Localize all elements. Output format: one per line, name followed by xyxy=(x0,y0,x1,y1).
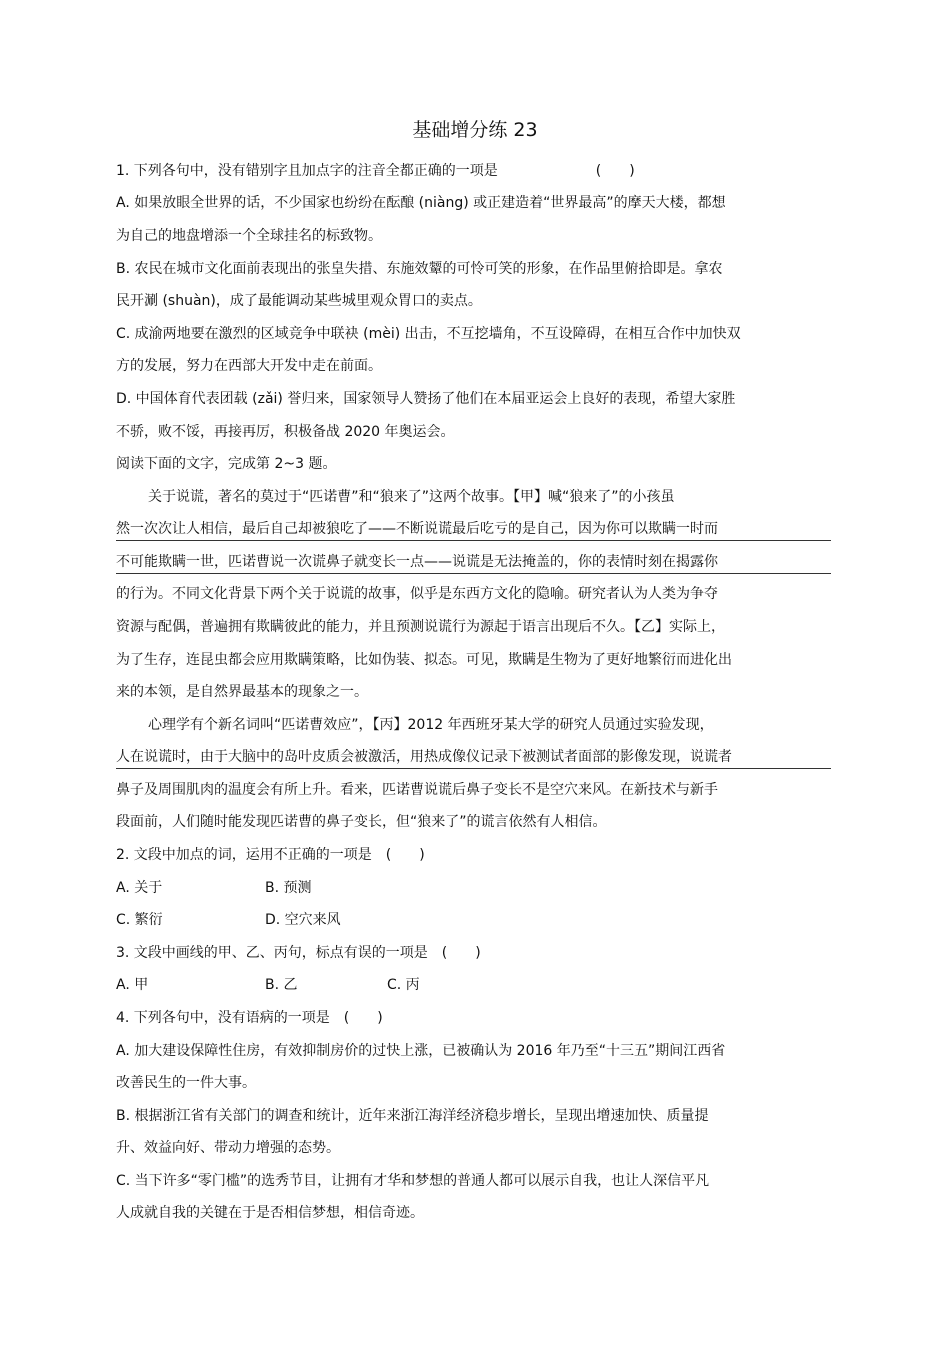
q2-option-c: C. 繁衍 xyxy=(116,912,163,928)
q1-option-a-line1: A. 如果放眼全世界的话，不少国家也纷纷在酝酿 (niàng) 或正建造着“世界最高”的摩天大楼，都想 xyxy=(116,195,726,211)
reading-instruction: 阅读下面的文字，完成第 2~3 题。 xyxy=(116,456,337,472)
underlined-sentence-jia: 不可能欺瞒一世，匹诺曹说一次谎鼻子就变长一点——说谎是无法掩盖的，你的表情时刻在揭露你 xyxy=(116,551,831,574)
passage-p1-line4: 的行为。不同文化背景下两个关于说谎的故事，似乎是东西方文化的隐喻。研究者认为人类为争夺 xyxy=(116,586,718,602)
question-3-stem: 3. 文段中画线的甲、乙、丙句，标点有误的一项是 ( ) xyxy=(116,945,481,961)
passage-p2-line4: 段面前，人们随时能发现匹诺曹的鼻子变长，但“狼来了”的谎言依然有人相信。 xyxy=(116,814,607,830)
q4-option-a-line1: A. 加大建设保障性住房，有效抑制房价的过快上涨，已被确认为 2016 年乃至“十三五”期间江西省 xyxy=(116,1043,726,1059)
q2-options-row1 xyxy=(116,877,831,899)
q1-option-b-line2: 民开涮 (shuàn)，成了最能调动某些城里观众胃口的卖点。 xyxy=(116,293,482,309)
passage-p1-line5: 资源与配偶，普遍拥有欺瞒彼此的能力，并且预测说谎行为源起于语言出现后不久。【乙】实际上， xyxy=(116,619,725,635)
document-title: 基础增分练 23 xyxy=(412,119,538,141)
q3-option-c: C. 丙 xyxy=(387,977,420,993)
q1-option-c-line1: C. 成渝两地要在激烈的区域竞争中联袂 (mèi) 出击，不互挖墙角，不互设障碍，在相互合作中加快双 xyxy=(116,326,741,342)
passage-p1-line7: 来的本领，是自然界最基本的现象之一。 xyxy=(116,684,368,700)
q3-options-row xyxy=(116,974,831,996)
q2-options-row2 xyxy=(116,909,831,931)
q4-option-a-line2: 改善民生的一件大事。 xyxy=(116,1075,256,1091)
passage-p2-line3: 鼻子及周围肌肉的温度会有所上升。看来，匹诺曹说谎后鼻子变长不是空穴来风。在新技术与新手 xyxy=(116,782,718,798)
q2-option-b: B. 预测 xyxy=(265,880,312,896)
q3-option-b: B. 乙 xyxy=(265,977,298,993)
q1-option-a-line2: 为自己的地盘增添一个全球挂名的标致物。 xyxy=(116,228,382,244)
question-2-stem: 2. 文段中加点的词，运用不正确的一项是 ( ) xyxy=(116,847,425,863)
question-1-stem: 1. 下列各句中，没有错别字且加点字的注音全都正确的一项是 ( ) xyxy=(116,163,635,179)
q4-option-b-line1: B. 根据浙江省有关部门的调查和统计，近年来浙江海洋经济稳步增长，呈现出增速加快、质量提 xyxy=(116,1108,709,1124)
underlined-sentence-bing: 人在说谎时，由于大脑中的岛叶皮质会被激活，用热成像仪记录下被测试者面部的影像发现，说谎者 xyxy=(116,746,831,769)
q2-option-a: A. 关于 xyxy=(116,880,163,896)
underlined-sentence-jia: 然一次次让人相信，最后自己却被狼吃了——不断说谎最后吃亏的是自己，因为你可以欺瞒一时而 xyxy=(116,518,831,541)
q1-option-b-line1: B. 农民在城市文化面前表现出的张皇失措、东施效颦的可怜可笑的形象，在作品里俯拾即是。拿农 xyxy=(116,261,723,277)
q4-option-b-line2: 升、效益向好、带动力增强的态势。 xyxy=(116,1140,340,1156)
q4-option-c-line2: 人成就自我的关键在于是否相信梦想，相信奇迹。 xyxy=(116,1205,424,1221)
question-4-stem: 4. 下列各句中，没有语病的一项是 ( ) xyxy=(116,1010,383,1026)
passage-p1-line2 xyxy=(116,518,831,541)
passage-p2-line1: 心理学有个新名词叫“匹诺曹效应”，【丙】2012 年西班牙某大学的研究人员通过实验发现， xyxy=(148,717,714,733)
passage-p1-line6: 为了生存，连昆虫都会应用欺瞒策略，比如伪装、拟态。可见，欺瞒是生物为了更好地繁衍而进化出 xyxy=(116,652,732,668)
q4-option-c-line1: C. 当下许多“零门槛”的选秀节目，让拥有才华和梦想的普通人都可以展示自我，也让人深信平凡 xyxy=(116,1173,710,1189)
q1-option-c-line2: 方的发展，努力在西部大开发中走在前面。 xyxy=(116,358,382,374)
passage-p1-line3 xyxy=(116,551,831,574)
q1-option-d-line2: 不骄，败不馁，再接再厉，积极备战 2020 年奥运会。 xyxy=(116,424,455,440)
passage-p2-line2 xyxy=(116,746,831,769)
passage-p1-line1: 关于说谎，著名的莫过于“匹诺曹”和“狼来了”这两个故事。【甲】喊“狼来了”的小孩虽 xyxy=(148,489,675,505)
q3-option-a: A. 甲 xyxy=(116,977,149,993)
q2-option-d: D. 空穴来风 xyxy=(265,912,341,928)
q1-option-d-line1: D. 中国体育代表团载 (zǎi) 誉归来，国家领导人赞扬了他们在本届亚运会上良好的表现，希望大家胜 xyxy=(116,391,736,407)
